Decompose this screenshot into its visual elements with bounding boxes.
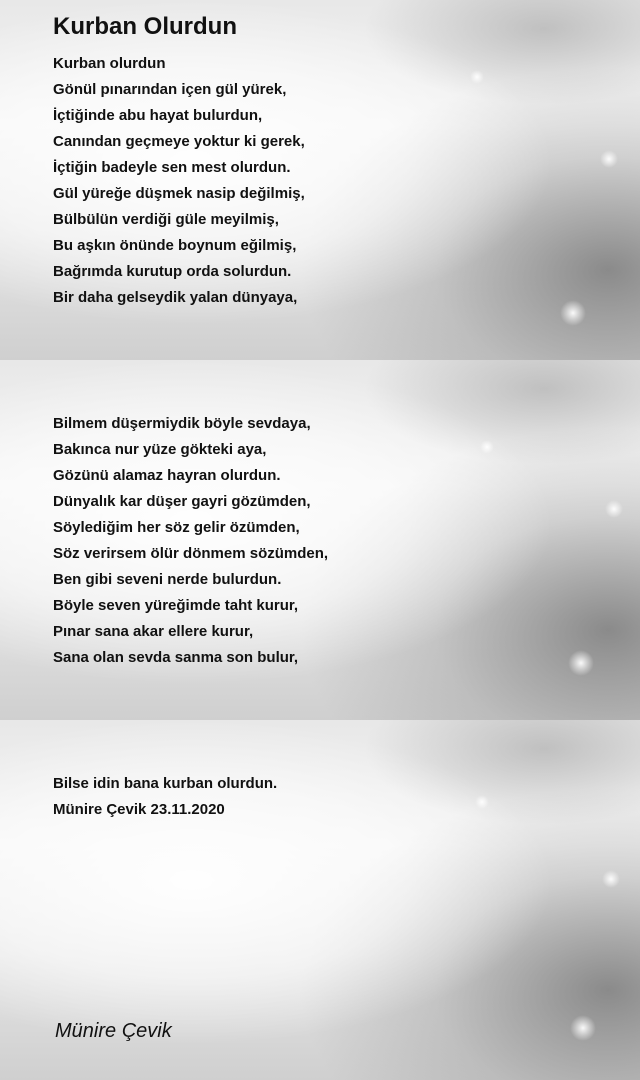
- poem-panel-3: [0, 720, 640, 1080]
- poem-line: İçtiğin badeyle sen mest olurdun.: [53, 159, 291, 176]
- poem-stanza-3: [53, 771, 277, 823]
- sparkle-decoration: [568, 650, 594, 676]
- poem-line: Canından geçmeye yoktur ki gerek,: [53, 133, 305, 150]
- poem-line: Kurban olurdun: [53, 55, 166, 72]
- sparkle-decoration: [475, 795, 489, 809]
- poem-line: İçtiğinde abu hayat bulurdun,: [53, 107, 263, 124]
- poem-line: Gözünü alamaz hayran olurdun.: [53, 467, 281, 484]
- sparkle-decoration: [560, 300, 586, 326]
- poem-line: Söylediğim her söz gelir özümden,: [53, 519, 300, 536]
- poem-title: Kurban Olurdun: [53, 13, 237, 40]
- poem-panel-1: [0, 0, 640, 360]
- poem-line: Gönül pınarından içen gül yürek,: [53, 81, 287, 98]
- poem-line: Pınar sana akar ellere kurur,: [53, 623, 254, 640]
- author-name: Münire Çevik: [55, 1020, 172, 1042]
- poem-stanza-1: [53, 51, 305, 311]
- sparkle-decoration: [605, 500, 623, 518]
- poem-line: Ben gibi seveni nerde bulurdun.: [53, 571, 282, 588]
- poem-line: Bilmem düşermiydik böyle sevdaya,: [53, 415, 311, 432]
- poem-panel-2: [0, 360, 640, 720]
- poem-line: Bu aşkın önünde boynum eğilmiş,: [53, 237, 297, 254]
- sparkle-decoration: [470, 70, 484, 84]
- poem-stanza-2: [53, 411, 328, 671]
- poem-line: Bakınca nur yüze gökteki aya,: [53, 441, 267, 458]
- poem-line: Dünyalık kar düşer gayri gözümden,: [53, 493, 311, 510]
- sparkle-decoration: [602, 870, 620, 888]
- poem-line: Bilse idin bana kurban olurdun.: [53, 775, 278, 792]
- poem-line: Sana olan sevda sanma son bulur,: [53, 649, 299, 666]
- sparkle-decoration: [480, 440, 494, 454]
- poem-line: Böyle seven yüreğimde taht kurur,: [53, 597, 299, 614]
- poem-line: Bir daha gelseydik yalan dünyaya,: [53, 289, 298, 306]
- sparkle-decoration: [570, 1015, 596, 1041]
- poem-line: Bülbülün verdiği güle meyilmiş,: [53, 211, 279, 228]
- poem-line: Söz verirsem ölür dönmem sözümden,: [53, 545, 329, 562]
- poem-line: Bağrımda kurutup orda solurdun.: [53, 263, 292, 280]
- poem-signature-line: Münire Çevik 23.11.2020: [53, 801, 225, 818]
- poem-line: Gül yüreğe düşmek nasip değilmiş,: [53, 185, 305, 202]
- sparkle-decoration: [600, 150, 618, 168]
